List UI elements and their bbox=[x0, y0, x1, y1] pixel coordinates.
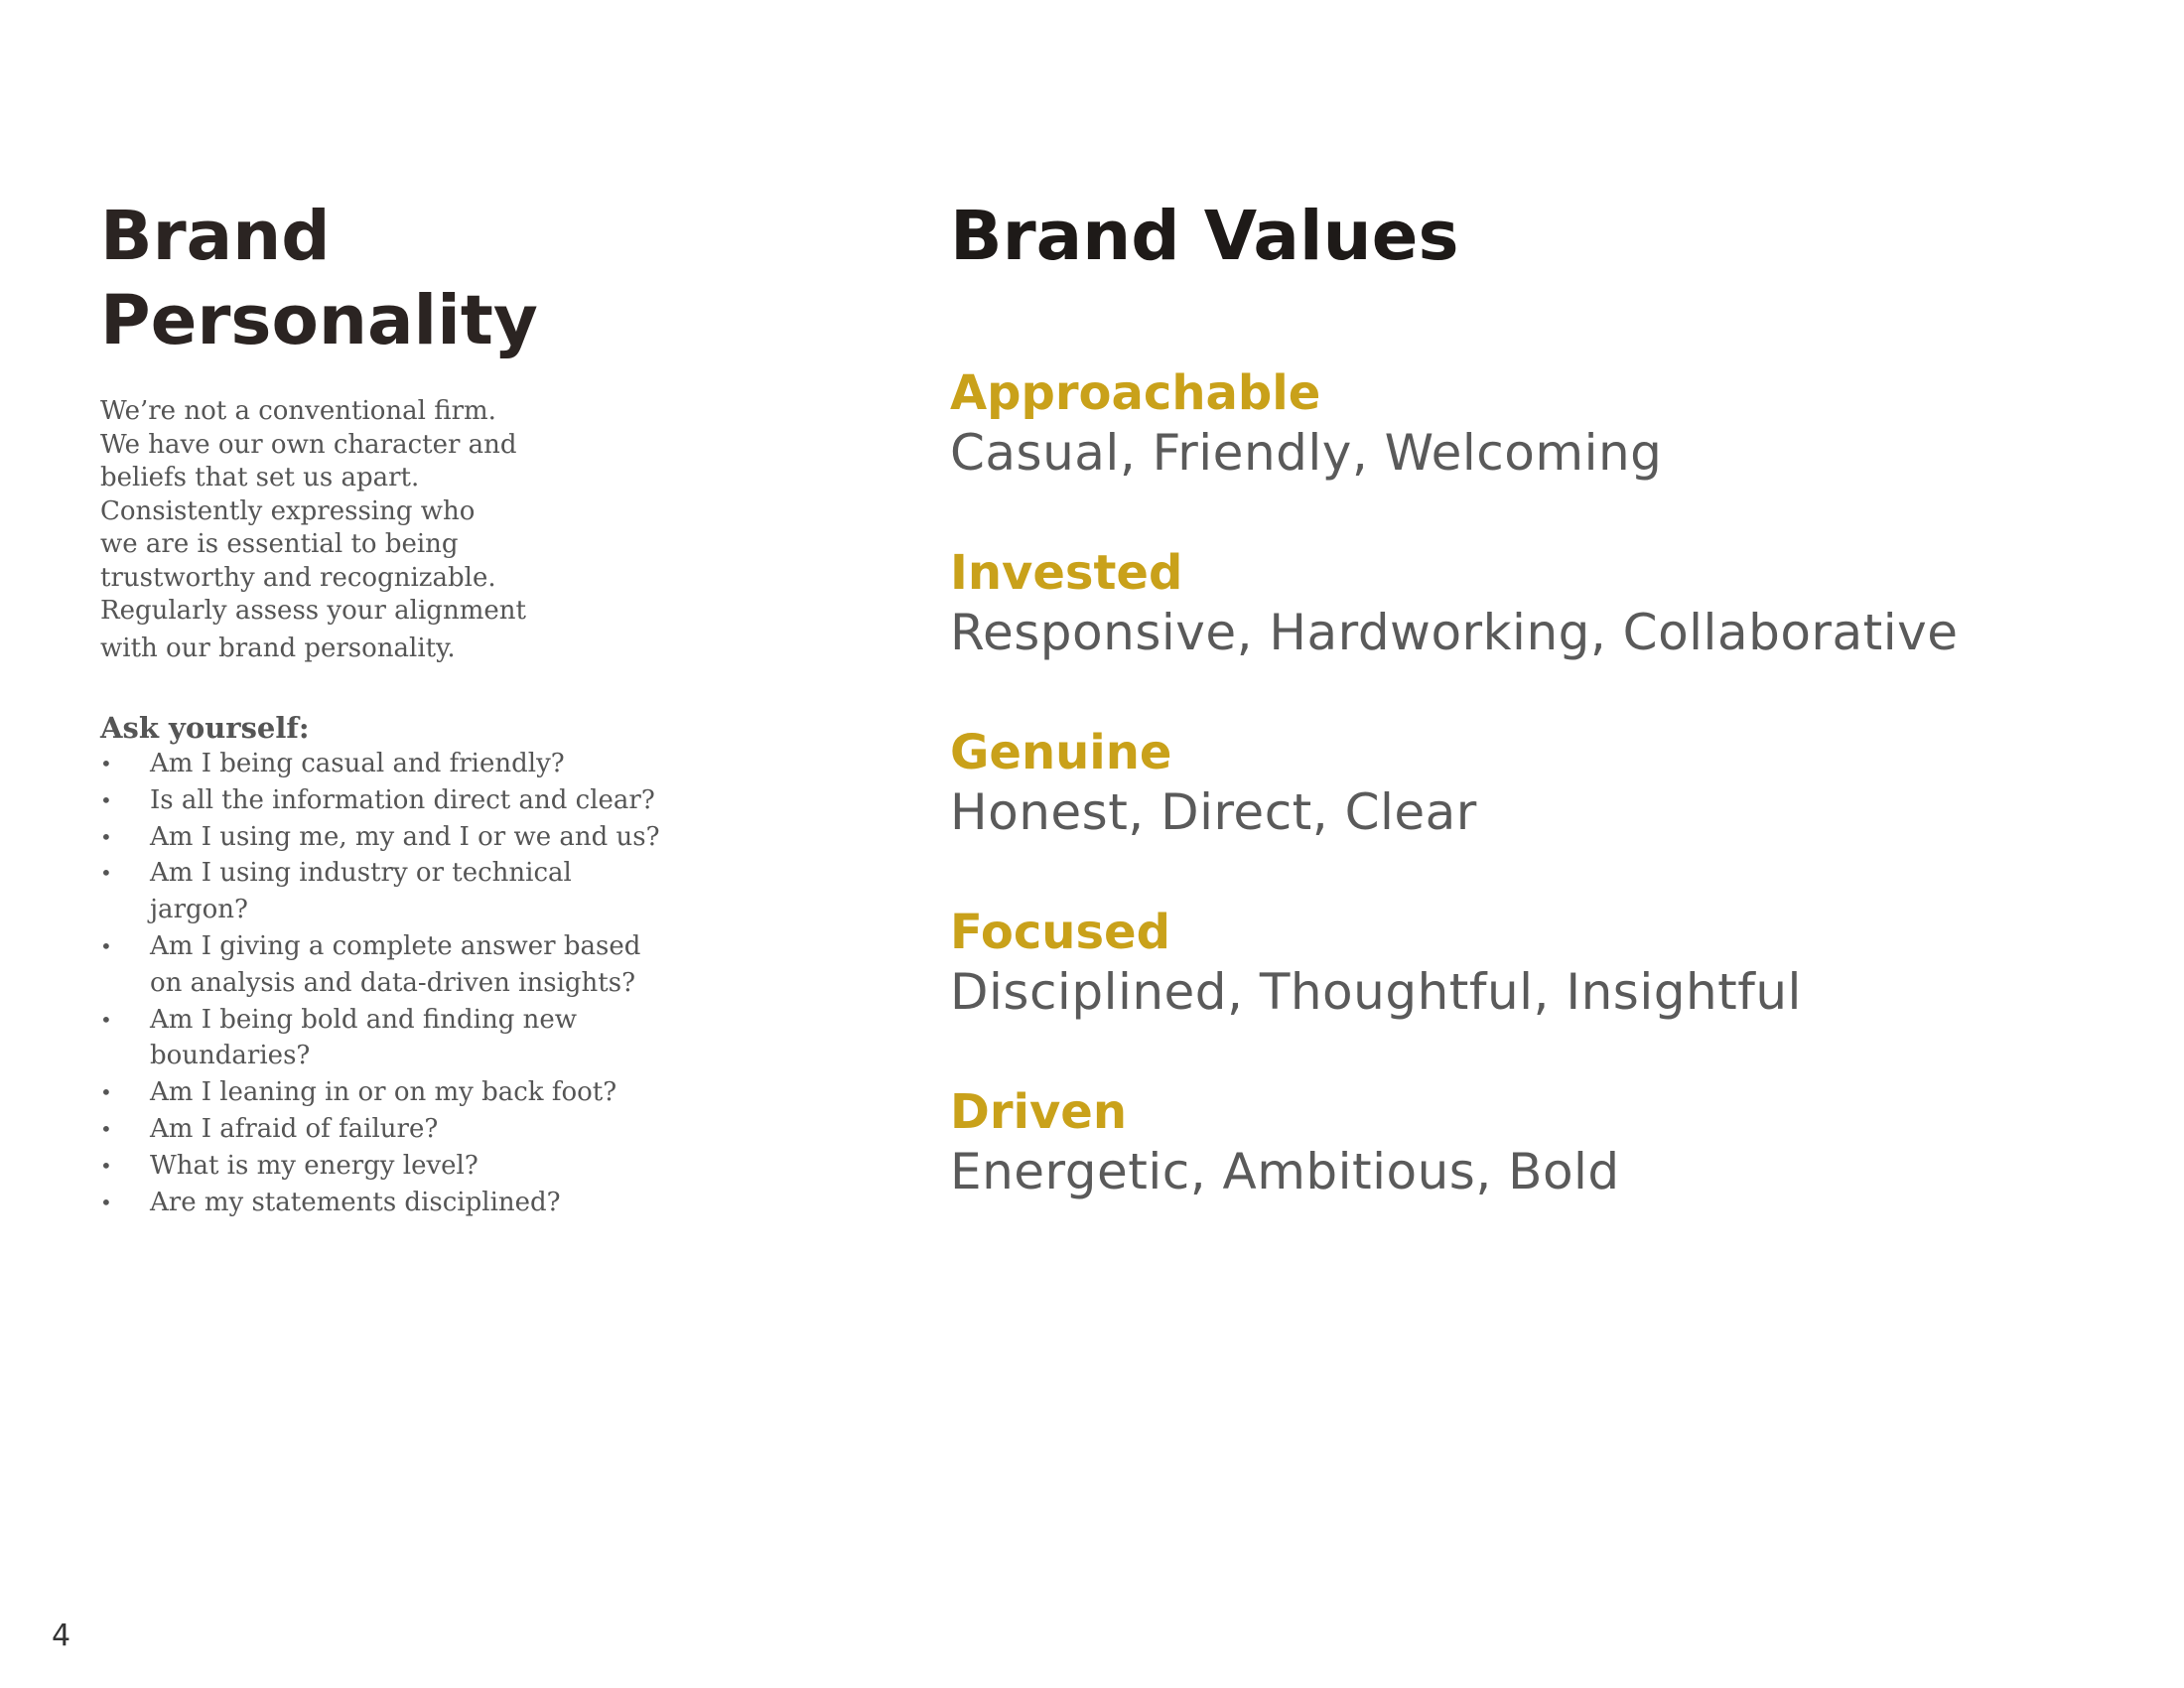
intro-line: Consistently expressing who bbox=[100, 495, 476, 526]
ask-yourself-heading: Ask yourself: bbox=[100, 711, 310, 745]
intro-line: beliefs that set us apart. bbox=[100, 463, 420, 492]
intro-line: We have our own character and bbox=[100, 429, 517, 460]
brand-value-item bbox=[950, 544, 2092, 724]
question-text: Am I using me, my and I or we and us? bbox=[150, 821, 660, 852]
brand-value-traits: Casual, Friendly, Welcoming bbox=[950, 424, 1663, 482]
intro-line: trustworthy and recognizable. bbox=[100, 562, 496, 593]
intro-line: We’re not a conventional firm. bbox=[100, 396, 496, 426]
question-text: Am I afraid of failure? bbox=[150, 1113, 439, 1144]
intro-line: with our brand personality. bbox=[100, 633, 456, 663]
brand-value-name: Driven bbox=[950, 1084, 1127, 1140]
question-item bbox=[100, 782, 706, 819]
question-item bbox=[100, 1074, 706, 1111]
intro-line: we are is essential to being bbox=[100, 529, 459, 559]
bullet-icon: • bbox=[100, 1190, 112, 1214]
question-item bbox=[100, 1148, 706, 1185]
values-list bbox=[950, 364, 2092, 1263]
brand-value-name: Approachable bbox=[950, 365, 1321, 421]
bullet-icon: • bbox=[100, 861, 112, 886]
brand-value-traits: Disciplined, Thoughtful, Insightful bbox=[950, 963, 1802, 1021]
question-text: What is my energy level? bbox=[150, 1150, 478, 1181]
question-text: on analysis and data-driven insights? bbox=[150, 967, 636, 998]
brand-value-name: Genuine bbox=[950, 725, 1172, 780]
bullet-icon: • bbox=[100, 1153, 112, 1178]
question-item bbox=[100, 855, 706, 928]
page-number: 4 bbox=[52, 1618, 71, 1653]
title-line-1: Brand bbox=[100, 197, 331, 276]
brand-value-traits: Honest, Direct, Clear bbox=[950, 783, 1477, 841]
intro-line: Regularly assess your alignment bbox=[100, 596, 526, 626]
bullet-icon: • bbox=[100, 824, 112, 849]
question-text: Is all the information direct and clear? bbox=[150, 784, 655, 815]
question-text: Am I leaning in or on my back foot? bbox=[150, 1077, 617, 1108]
title-line-2: Personality bbox=[100, 281, 538, 360]
questions-list bbox=[100, 746, 716, 1220]
bullet-icon: • bbox=[100, 1116, 112, 1141]
question-text: Are my statements disciplined? bbox=[150, 1187, 561, 1217]
brand-values-title: Brand Values bbox=[950, 197, 1459, 276]
brand-value-item bbox=[950, 364, 2092, 544]
question-item bbox=[100, 1111, 706, 1148]
bullet-icon: • bbox=[100, 787, 112, 812]
bullet-icon: • bbox=[100, 752, 112, 775]
question-item bbox=[100, 928, 706, 1002]
question-text: boundaries? bbox=[150, 1041, 311, 1071]
question-item bbox=[100, 819, 706, 856]
brand-values-section bbox=[950, 195, 2092, 1263]
brand-value-traits: Energetic, Ambitious, Bold bbox=[950, 1143, 1620, 1200]
question-item bbox=[100, 1002, 706, 1075]
brand-value-name: Focused bbox=[950, 905, 1170, 960]
question-item bbox=[100, 746, 706, 782]
brand-value-item bbox=[950, 724, 2092, 904]
question-text: Am I using industry or technical bbox=[150, 858, 572, 889]
brand-personality-title bbox=[100, 195, 716, 363]
intro-paragraph bbox=[100, 395, 537, 665]
brand-value-traits: Responsive, Hardworking, Collaborative bbox=[950, 604, 1959, 661]
brand-value-name: Invested bbox=[950, 545, 1183, 601]
bullet-icon: • bbox=[100, 1007, 112, 1032]
brand-value-item bbox=[950, 904, 2092, 1083]
brand-value-item bbox=[950, 1083, 2092, 1263]
bullet-icon: • bbox=[100, 933, 112, 958]
question-text: jargon? bbox=[150, 895, 248, 925]
question-text: Am I being casual and friendly? bbox=[150, 749, 565, 778]
brand-personality-section bbox=[100, 195, 716, 1220]
question-text: Am I giving a complete answer based bbox=[150, 930, 641, 961]
bullet-icon: • bbox=[100, 1080, 112, 1105]
question-item bbox=[100, 1185, 706, 1221]
question-text: Am I being bold and finding new bbox=[150, 1004, 577, 1035]
